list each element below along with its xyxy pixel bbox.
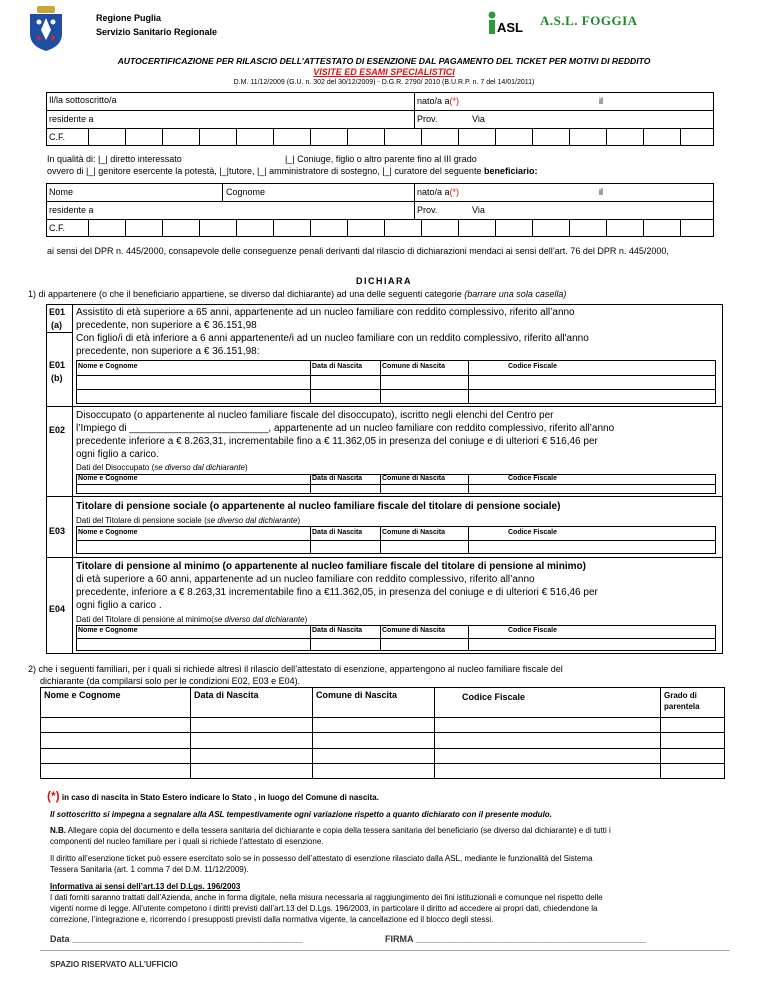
e02-dati (76, 463, 248, 472)
service-name: Servizio Sanitario Regionale (96, 27, 218, 37)
e04-line1: Titolare di pensione al minimo (o appartenente al nucleo familiare fiscale del titolare di pensione al minimo) (76, 561, 586, 572)
qualita-line1b: |_| Coniuge, figlio o altro parente fino al III grado (285, 154, 477, 164)
col-comune-e04: Comune di Nascita (382, 627, 446, 634)
label-il-2: il (599, 187, 603, 197)
e02-line3: precedente inferiore a € 8.263,31, incrementabile fino a € 11.362,05 in presenza del coniuge e di ulteriori € 516,46 per (76, 436, 598, 447)
code-e01b: E01 (49, 360, 66, 370)
col-cf-e04: Codice Fiscale (508, 627, 558, 634)
code-e03: E03 (49, 526, 66, 536)
label-nato-2 (417, 187, 459, 197)
qualita-line2-text: ovvero di |_| genitore esercente la potestà, |_|tutore, |_| amministratore di sostegno, |_| curatore del seguente (47, 166, 484, 176)
nb-label: N.B. (50, 826, 66, 835)
family-col-cf: Codice Fiscale (462, 692, 526, 702)
asl-name: A.S.L. FOGGIA (540, 13, 638, 28)
e03-dati-text: Dati del Titolare di pensione sociale ( (76, 516, 207, 525)
note-nb-1 (50, 826, 611, 835)
point-1 (28, 289, 566, 299)
e04-dati-close: ) (304, 615, 308, 624)
nb-text: Allegare copia del documento e della tessera sanitaria del dichiarante e copia della tessera sanitaria del beneficiario (se diverso dal dichiarante) e di tutti i (66, 826, 611, 835)
e03-dati-italic: se diverso dal dichiarante (206, 516, 298, 525)
label-cognome: Cognome (226, 187, 266, 197)
label-nato-2-text: nato/a a (417, 187, 450, 197)
label-nato-text: nato/a a (417, 96, 450, 106)
e04-dati-text: Dati del Titolare di pensione al minimo( (76, 615, 214, 624)
e01a-line2: precedente, non superiore a € 36.151,98 (76, 320, 257, 331)
col-comune-e02: Comune di Nascita (382, 475, 446, 482)
region-name: Regione Puglia (96, 13, 162, 23)
e04-dati-italic: se diverso dal dichiarante (213, 615, 305, 624)
label-residente-2: residente a (49, 205, 94, 215)
e03-dati-close: ) (297, 516, 301, 525)
region-logo (27, 6, 65, 52)
point-1-text: 1) di appartenere (o che il beneficiario appartiene, se diverso dal dichiarante) ad una delle seguenti categorie (28, 289, 465, 299)
code-e01a-sub: (a) (51, 320, 62, 330)
col-nome-e04: Nome e Cognome (78, 627, 138, 634)
col-comune: Comune di Nascita (382, 363, 446, 370)
col-cf-e02: Codice Fiscale (508, 475, 558, 482)
label-nome: Nome (49, 187, 74, 197)
e02-dati-close: ) (244, 463, 248, 472)
qualita-line2 (47, 166, 537, 176)
col-nome-e02: Nome e Cognome (78, 475, 138, 482)
puglia-coat-of-arms-icon (27, 6, 65, 52)
point-2-line2: dichiarante (da compilarsi solo per le condizioni E02, E03 e E04). (40, 676, 301, 686)
info-line-1: I dati forniti saranno trattati dall’Azienda, anche in forma digitale, nella misura necessaria al raggiungimento dei fini istituzionali e comunque nel rispetto delle (50, 893, 603, 902)
asterisk-note: (*) (449, 96, 460, 106)
family-col-comune: Comune di Nascita (316, 690, 398, 700)
info-line-3: correzione, l’integrazione e, ricorrendo i presupposti previsti dalla normativa vigente, la cancellazione ed il blocco degli stessi. (50, 915, 494, 924)
col-data-e03: Data di Nascita (312, 529, 363, 536)
note-impegno: Il sottoscritto si impegna a segnalare alla ASL tempestivamente ogni variazione rispetto a quanto dichiarato con il presente modulo. (50, 810, 552, 819)
code-e04: E04 (49, 604, 66, 614)
code-e02: E02 (49, 425, 66, 435)
label-cf: C.F. (49, 132, 66, 142)
e02-dati-text: Dati del Disoccupato ( (76, 463, 155, 472)
note-nb-2: componenti del nucleo familiare per i quali si richiede l’attestato di esenzione. (50, 837, 324, 846)
e01b-grid (76, 360, 716, 404)
form-title: AUTOCERTIFICAZIONE PER RILASCIO DELL’ATTESTATO DI ESENZIONE DAL PAGAMENTO DEL TICKET PER MOTIVI DI REDDITO (117, 56, 651, 66)
note-asterisk-mark: (*) (47, 789, 60, 803)
firma-signature-line[interactable]: FIRMA ______________________________________________ (385, 934, 646, 944)
label-via-2: Via (472, 205, 485, 215)
col-data-e04: Data di Nascita (312, 627, 363, 634)
asl-logo (486, 10, 524, 36)
note-asterisk (47, 789, 379, 803)
code-e01b-sub: (b) (51, 373, 63, 383)
point-1-italic: (barrare una sola casella) (464, 289, 567, 299)
e04-line3: precedente, inferiore a € 8.263,31 incrementabile fino a €11.362,05, in presenza del coniuge e di ulteriori € 516,46 per (76, 587, 598, 598)
e04-grid (76, 625, 716, 651)
point-2-line1: 2) che i seguenti familiari, per i quali si richiede altresì il rilascio dell’attestato di esenzione, appartengono al nucleo familiare fiscale del (28, 664, 563, 674)
e03-grid (76, 526, 716, 554)
info-line-2: vigenti norme di legge. All’utente competono i diritti previsti dall’art.13 del D.Lgs. 196/2003, in particolare il diritto ad accedere ai propri dati, chiedendone la (50, 904, 598, 913)
label-prov-2: Prov. (417, 205, 438, 215)
note-diritto-1: Il diritto all’esenzione ticket può essere esercitato solo se in possesso dell’attestato di esenzione rilasciato dalla ASL, mediante le funzionalità del Sistema (50, 854, 593, 863)
e02-line1: Disoccupato (o appartenente al nucleo familiare fiscale del disoccupato), iscritto negli elenchi del Centro per (76, 410, 554, 421)
code-e01a: E01 (49, 307, 66, 317)
family-table (40, 687, 725, 779)
label-il: il (599, 96, 603, 106)
family-col-data: Data di Nascita (194, 690, 259, 700)
e04-line2: di età superiore a 60 anni, appartenente ad un nucleo familiare con reddito complessivo, riferito all’anno (76, 574, 535, 585)
beneficiary-form (46, 183, 714, 237)
categories-block (46, 304, 723, 654)
col-data: Data di Nascita (312, 363, 363, 370)
family-col-nome: Nome e Cognome (44, 690, 121, 700)
office-space-label: SPAZIO RISERVATO ALL’UFFICIO (50, 960, 178, 969)
note-asterisk-text: in caso di nascita in Stato Estero indicare lo Stato , in luogo del Comune di nascita. (59, 793, 379, 802)
col-comune-e03: Comune di Nascita (382, 529, 446, 536)
dpr-text: ai sensi del DPR n. 445/2000, consapevole delle conseguenze penali derivanti dal rilascio di dichiarazioni mendaci ai sensi dell’art. 76 del DPR n. 445/2000, (47, 246, 669, 256)
family-col-grado-1: Grado di (664, 691, 697, 700)
col-cf-e03: Codice Fiscale (508, 529, 558, 536)
e01a-line1: Assistito di età superiore a 65 anni, appartenente ad un nucleo familiare con reddito complessivo, riferito all’anno (76, 307, 575, 318)
e04-line4: ogni figlio a carico . (76, 600, 162, 611)
legal-reference: D.M. 11/12/2009 (G.U. n. 302 del 30/12/2009) - D.G.R. 2790/ 2010 (B.U.R.P. n. 7 del 14/01/2011) (233, 79, 535, 86)
qualita-line1a: In qualità di: |_| diretto interessato (47, 154, 182, 164)
e02-line2: l’Impiego di _________________________, appartenente ad un nucleo familiare con reddito complessivo, riferito all’anno (76, 423, 615, 434)
asterisk-note-2: (*) (449, 187, 460, 197)
col-data-e02: Data di Nascita (312, 475, 363, 482)
e02-grid (76, 474, 716, 494)
col-cf: Codice Fiscale (508, 363, 558, 370)
e01b-line1: Con figlio/i di età inferiore a 6 anni appartenente/i ad un nucleo familiare con un reddito complessivo, riferito all'anno (76, 333, 589, 344)
label-nato (417, 96, 459, 106)
note-diritto-2: Tessera Sanitaria (art. 1 comma 7 del D.M. 11/12/2009). (50, 865, 249, 874)
label-via: Via (472, 114, 485, 124)
e02-line4: ogni figlio a carico. (76, 449, 159, 460)
info-title: Informativa ai sensi dell’art.13 del D.Lgs. 196/2003 (50, 882, 241, 891)
e04-dati (76, 615, 307, 624)
label-cf-2: C.F. (49, 223, 66, 233)
dichiara-heading: DICHIARA (356, 276, 412, 286)
e03-line1: Titolare di pensione sociale (o appartenente al nucleo familiare fiscale del titolare di pensione sociale) (76, 501, 561, 512)
asl-logo-icon (486, 10, 524, 36)
declarant-form (46, 92, 714, 146)
col-nome-e03: Nome e Cognome (78, 529, 138, 536)
e01b-line2: precedente, non superiore a € 36.151,98: (76, 346, 260, 357)
data-signature-line[interactable]: Data ______________________________________________ (50, 934, 303, 944)
asl-logo-text: ASL (497, 20, 523, 35)
e03-dati (76, 516, 300, 525)
beneficiario-label: beneficiario: (483, 166, 538, 176)
label-sottoscritto: Il/la sottoscritto/a (49, 95, 117, 105)
label-residente: residente a (49, 114, 94, 124)
col-nome: Nome e Cognome (78, 363, 138, 370)
label-prov: Prov. (417, 114, 438, 124)
family-col-grado-2: parentela (664, 702, 700, 711)
e02-dati-italic: se diverso dal dichiarante (154, 463, 245, 472)
form-subtitle: VISITE ED ESAMI SPECIALISTICI (313, 67, 455, 77)
